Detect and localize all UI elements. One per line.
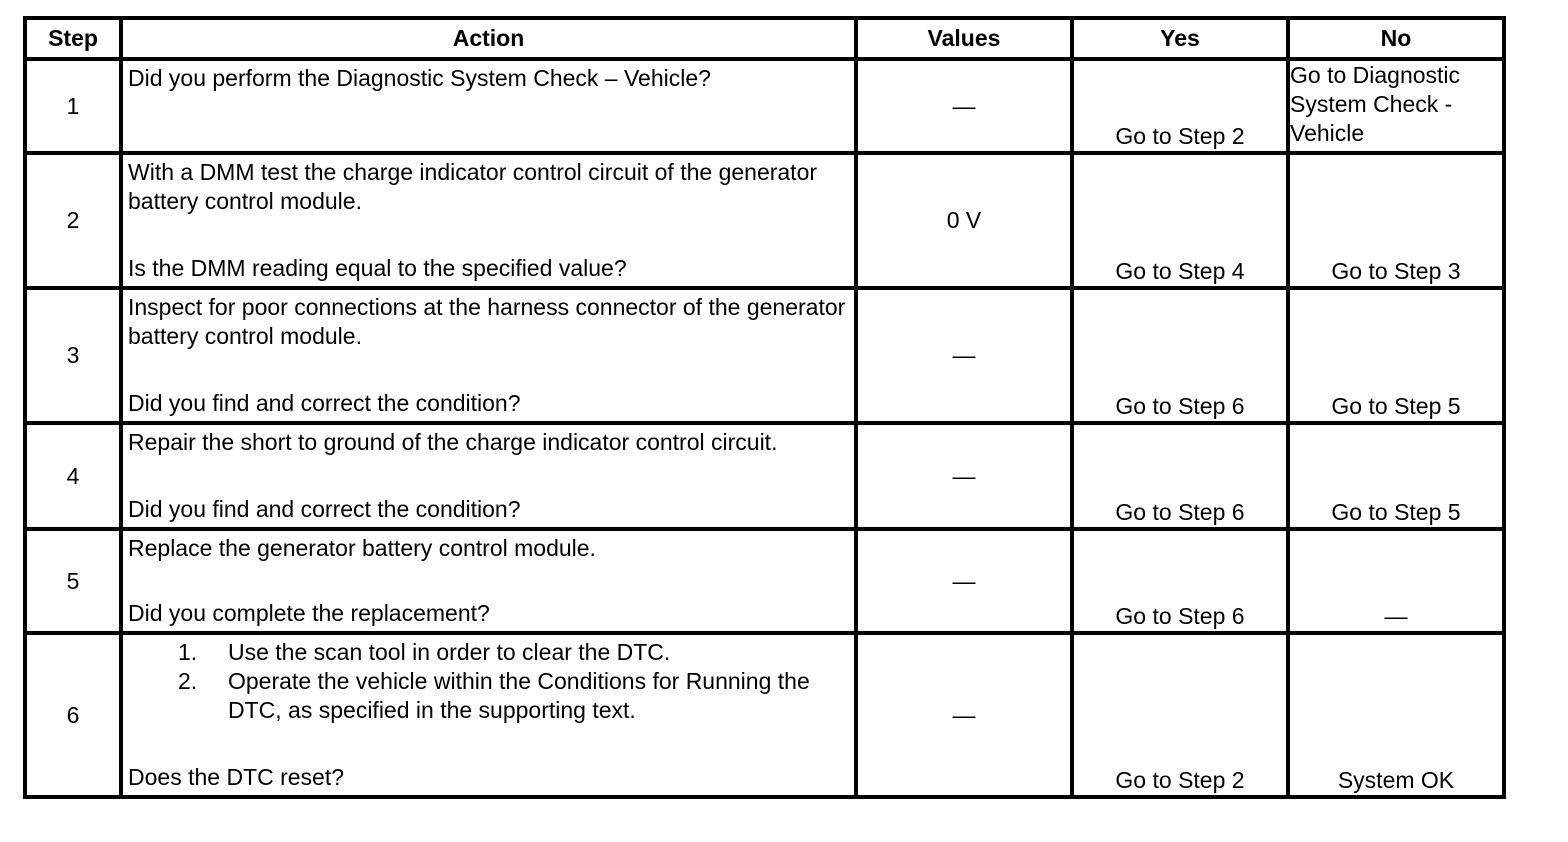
no-cell: Go to Step 5 — [1288, 288, 1504, 423]
no-cell: System OK — [1288, 633, 1504, 797]
action-text: Did you perform the Diagnostic System Check – Vehicle? — [128, 65, 711, 91]
table-body — [25, 59, 1504, 797]
header-no: No — [1288, 18, 1504, 59]
action-numbered-list — [128, 638, 848, 725]
yes-cell: Go to Step 6 — [1072, 288, 1288, 423]
list-item — [128, 667, 848, 725]
value-cell: — — [856, 59, 1072, 153]
step-number: 2 — [25, 153, 121, 288]
yes-cell: Go to Step 4 — [1072, 153, 1288, 288]
list-item — [128, 638, 848, 667]
action-text: Replace the generator battery control module. — [128, 535, 596, 561]
list-item-number: 1. — [178, 639, 198, 665]
yes-cell: Go to Step 6 — [1072, 529, 1288, 633]
yes-cell: Go to Step 6 — [1072, 423, 1288, 529]
action-text: Repair the short to ground of the charge indicator control circuit. — [128, 429, 778, 455]
yes-cell: Go to Step 2 — [1072, 59, 1288, 153]
value-cell: — — [856, 633, 1072, 797]
step-number: 5 — [25, 529, 121, 633]
table-row — [25, 153, 1504, 288]
header-yes: Yes — [1072, 18, 1288, 59]
list-item-number: 2. — [178, 668, 198, 694]
list-item-text: Use the scan tool in order to clear the DTC. — [228, 639, 671, 665]
no-cell: — — [1288, 529, 1504, 633]
action-question: Is the DMM reading equal to the specified value? — [128, 255, 627, 281]
value-cell: — — [856, 288, 1072, 423]
header-row — [25, 18, 1504, 59]
header-action: Action — [121, 18, 856, 59]
step-number: 1 — [25, 59, 121, 153]
action-text: With a DMM test the charge indicator control circuit of the generator battery control module. — [128, 159, 818, 214]
action-cell — [121, 529, 856, 633]
action-question: Did you complete the replacement? — [128, 600, 490, 626]
table-row — [25, 288, 1504, 423]
step-number: 6 — [25, 633, 121, 797]
table-header — [25, 18, 1504, 59]
action-cell — [121, 288, 856, 423]
value-cell: 0 V — [856, 153, 1072, 288]
table-row — [25, 529, 1504, 633]
no-cell: Go to Step 5 — [1288, 423, 1504, 529]
header-values: Values — [856, 18, 1072, 59]
header-step: Step — [25, 18, 121, 59]
step-number: 4 — [25, 423, 121, 529]
value-cell: — — [856, 423, 1072, 529]
diagnostic-table — [23, 16, 1506, 799]
table-row — [25, 423, 1504, 529]
action-cell — [121, 633, 856, 797]
action-cell — [121, 59, 856, 153]
table-row — [25, 633, 1504, 797]
step-number: 3 — [25, 288, 121, 423]
value-cell: — — [856, 529, 1072, 633]
no-cell: Go to Diagnostic System Check - Vehicle — [1288, 59, 1504, 153]
action-cell — [121, 423, 856, 529]
action-question: Did you find and correct the condition? — [128, 390, 521, 416]
action-text: Inspect for poor connections at the harness connector of the generator battery control module. — [128, 294, 846, 349]
action-question: Does the DTC reset? — [128, 764, 345, 790]
action-question: Did you find and correct the condition? — [128, 496, 521, 522]
yes-cell: Go to Step 2 — [1072, 633, 1288, 797]
table-row — [25, 59, 1504, 153]
no-cell: Go to Step 3 — [1288, 153, 1504, 288]
list-item-text: Operate the vehicle within the Conditions for Running the DTC, as specified in the supporting text. — [228, 668, 810, 723]
action-cell — [121, 153, 856, 288]
